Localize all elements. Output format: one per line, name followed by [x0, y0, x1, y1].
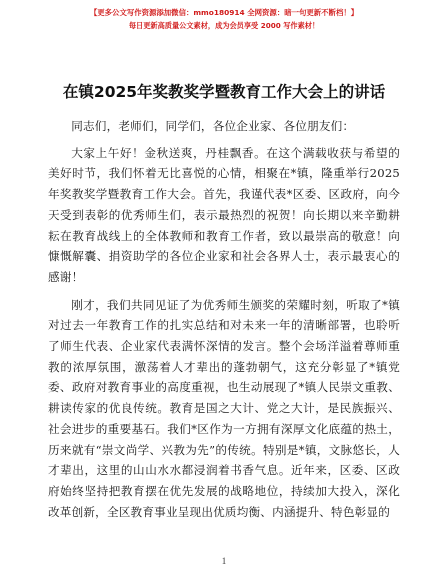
promo-banner-line1: 【更多公文写作资源添加微信：mmo180914 全网资源：暗一句更新不断档！】 — [89, 8, 359, 17]
paragraph: 大家上午好！金秋送爽，丹桂飘香。在这个满载收获与希望的美好时节，我们怀着无比喜悦的心情，相聚在*镇，隆重举行2025年奖教奖学暨教育工作大会。首先，我谨代表*区委、区政府，向今天受到表彰的优秀师生们，表示最热烈的祝贺！向长期以来辛勤耕耘在教育战线上的全体教师和教育工作者，致以最崇高的敬意！向慷慨解囊、捐资助学的各位企业家和社会各界人士，表示最衷心的感谢！ — [48, 145, 400, 284]
greeting: 同志们，老师们，同学们，各位企业家、各位朋友们： — [71, 119, 355, 133]
document-body — [48, 116, 400, 522]
promo-banner — [0, 6, 448, 32]
page-number: 1 — [221, 556, 227, 566]
promo-banner-line2: 每日更新高质量公文素材，成为会员享受 2000 写作素材！ — [128, 21, 320, 30]
document-title: 在镇2025年奖教奖学暨教育工作大会上的讲话 — [62, 83, 386, 101]
paragraph: 刚才，我们共同见证了为优秀师生颁奖的荣耀时刻，听取了*镇对过去一年教育工作的扎实总结和对未来一年的清晰部署，也聆听了师生代表、企业家代表满怀深情的发言。整个会场洋溢着尊师重教的浓厚氛围，激荡着人才辈出的蓬勃朝气，这充分彰显了*镇党委、政府对教育事业的高度重视，也生动展现了*镇人民崇文重教、耕读传家的优良传统。教育是国之大计、党之大计，是民族振兴、社会进步的重要基石。我们*区作为一方拥有深厚文化底蕴的热土，历来就有“崇文尚学、兴教为先”的传统。特别是*镇，文脉悠长，人才辈出，这里的山山水水都浸润着书香气息。近年来，区委、区政府始终坚持把教育摆在优先发展的战略地位，持续加大投入，深化改革创新，全区教育事业呈现出优质均衡、内涵提升、特色彰显的 — [48, 297, 400, 519]
